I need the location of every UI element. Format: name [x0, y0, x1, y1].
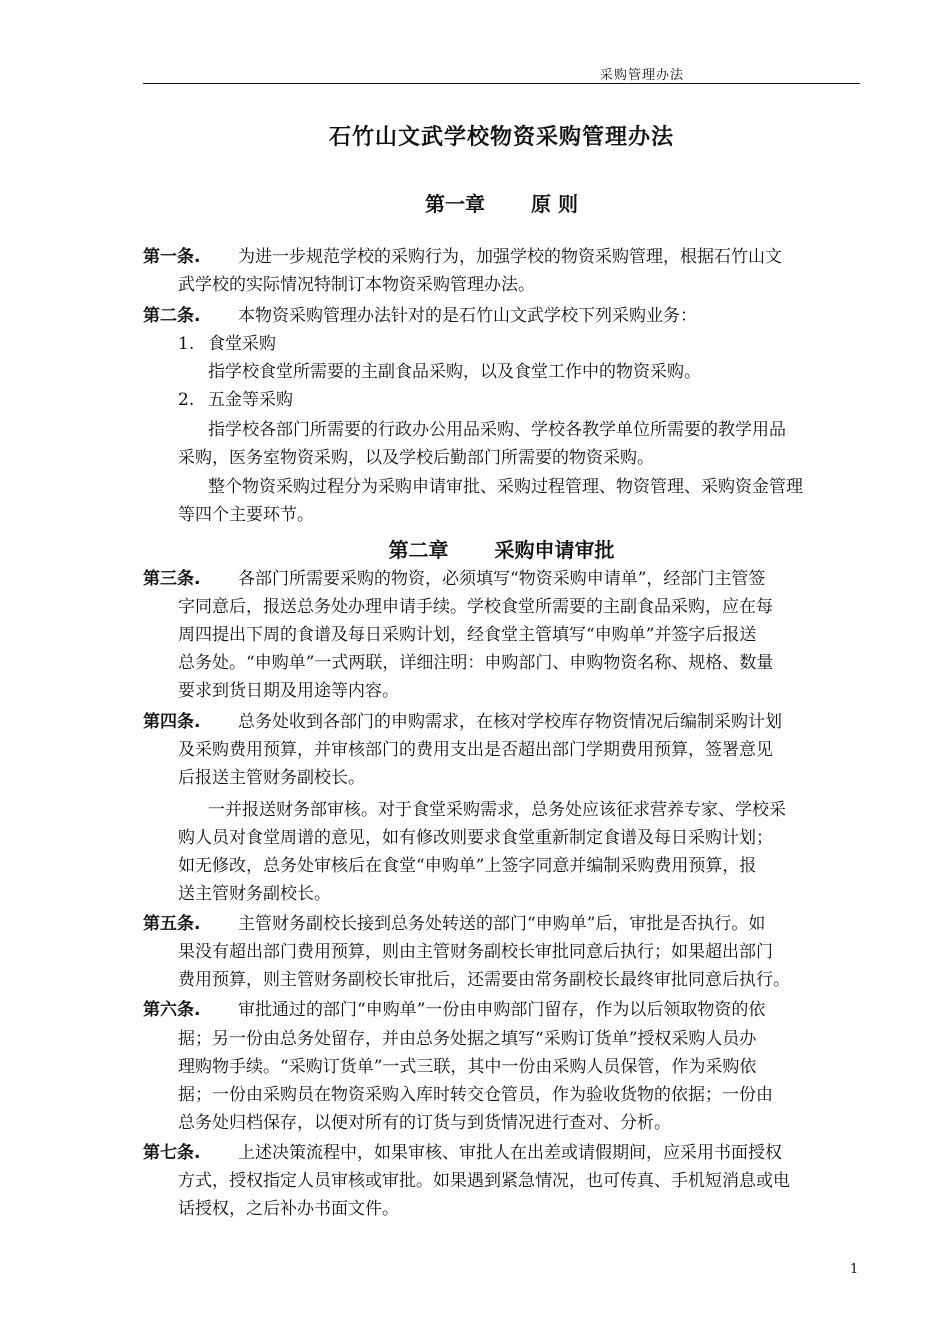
article-5-line: 费用预算，则主管财务副校长审批后，还需要由常务副校长最终审批同意后执行。	[178, 970, 790, 990]
chapter-heading	[143, 188, 860, 217]
chapter-name: 原 则	[531, 192, 578, 216]
article-3-line: 周四提出下周的食谱及每日采购计划，经食堂主管填写“申购单”并签字后报送	[178, 625, 757, 645]
article-6-line	[143, 996, 765, 1024]
list-item-label: 五金等采购	[208, 390, 293, 410]
article-4-line: 及采购费用预算，并审核部门的费用支出是否超出部门学期费用预算，签署意见	[178, 740, 773, 760]
article-1-line: 武学校的实际情况特制订本物资采购管理办法。	[178, 275, 535, 295]
chapter-label: 第一章	[425, 192, 486, 216]
document-title: 石竹山文武学校物资采购管理办法	[328, 125, 674, 150]
article-text: 为进一步规范学校的采购行为，加强学校的物资采购管理，根据石竹山文	[238, 247, 782, 267]
article-6-line: 据；一份由采购员在物资采购入库时转交仓管员，作为验收货物的依据；一份由	[178, 1085, 773, 1105]
running-header: 采购管理办法	[600, 68, 685, 83]
article-7-line	[143, 1139, 782, 1167]
article-text: 上述决策流程中，如果审核、审批人在出差或请假期间，应采用书面授权	[238, 1143, 782, 1163]
list-item-label: 食堂采购	[208, 334, 276, 354]
article-4-line: 如无修改，总务处审核后在食堂“申购单”上签字同意并编制采购费用预算，报	[178, 856, 757, 876]
article-3-line: 总务处。“申购单”一式两联，详细注明：申购部门、申购物资名称、规格、数量	[178, 653, 774, 673]
article-text: 总务处收到各部门的申购需求，在核对学校库存物资情况后编制采购计划	[238, 712, 782, 732]
article-5-line	[143, 910, 765, 938]
article-label: 第五条.	[143, 914, 201, 934]
article-1-line	[143, 243, 782, 271]
summary-text: 整个物资采购过程分为采购申请审批、采购过程管理、物资管理、采购资金管理	[208, 477, 803, 497]
article-6-line: 总务处归档保存，以便对所有的订货与到货情况进行查对、分析。	[178, 1113, 671, 1133]
summary-text: 等四个主要环节。	[178, 505, 314, 525]
article-5-line: 果没有超出部门费用预算，则由主管财务副校长审批同意后执行；如果超出部门	[178, 942, 773, 962]
article-label: 第七条.	[143, 1143, 201, 1163]
article-text: 各部门所需要采购的物资，必须填写“物资采购申请单”，经部门主管签	[238, 569, 766, 589]
article-4-line: 后报送主管财务副校长。	[178, 768, 365, 788]
header-rule	[143, 83, 860, 84]
article-4-line: 一并报送财务部审核。对于食堂采购需求，总务处应该征求营养专家、学校采	[208, 800, 786, 820]
article-label: 第一条.	[143, 247, 201, 267]
article-7-line: 方式，授权指定人员审核或审批。如果遇到紧急情况，也可传真、手机短消息或电	[178, 1171, 790, 1191]
article-label: 第三条.	[143, 569, 201, 589]
article-4-line: 购人员对食堂周谱的意见，如有修改则要求食堂重新制定食谱及每日采购计划；	[178, 828, 773, 848]
article-3-line	[143, 565, 765, 593]
article-4-line: 送主管财务副校长。	[178, 884, 331, 904]
article-text: 本物资采购管理办法针对的是石竹山文武学校下列采购业务：	[238, 306, 697, 326]
article-3-line: 要求到货日期及用途等内容。	[178, 681, 399, 701]
article-6-line: 理购物手续。“采购订货单”一式三联，其中一份由采购人员保管，作为采购依	[178, 1057, 757, 1077]
list-item-text: 指学校食堂所需要的主副食品采购，以及食堂工作中的物资采购。	[208, 362, 701, 382]
article-3-line: 字同意后，报送总务处办理申请手续。学校食堂所需要的主副食品采购，应在每	[178, 597, 773, 617]
article-7-line: 话授权，之后补办书面文件。	[178, 1199, 399, 1219]
article-label: 第四条.	[143, 712, 201, 732]
list-item-number: 1.	[178, 334, 195, 354]
chapter-name: 采购申请审批	[494, 538, 615, 562]
article-label: 第二条.	[143, 306, 201, 326]
page-number: 1	[850, 1262, 859, 1277]
article-text: 审批通过的部门“申购单”一份由申购部门留存，作为以后领取物资的依	[238, 1000, 766, 1020]
chapter-heading	[143, 534, 860, 563]
article-4-line	[143, 708, 782, 736]
article-label: 第六条.	[143, 1000, 201, 1020]
article-6-line: 据；另一份由总务处留存，并由总务处据之填写“采购订货单”授权采购人员办	[178, 1029, 757, 1049]
list-item-text: 指学校各部门所需要的行政办公用品采购、学校各教学单位所需要的教学用品	[208, 420, 786, 440]
list-item-number: 2.	[178, 390, 195, 410]
list-item-text: 采购，医务室物资采购，以及学校后勤部门所需要的物资采购。	[178, 448, 654, 468]
article-2-line	[143, 302, 697, 330]
chapter-label: 第二章	[388, 538, 449, 562]
article-text: 主管财务副校长接到总务处转送的部门“申购单”后，审批是否执行。如	[238, 914, 766, 934]
list-item-title	[178, 330, 276, 358]
list-item-title	[178, 386, 293, 414]
